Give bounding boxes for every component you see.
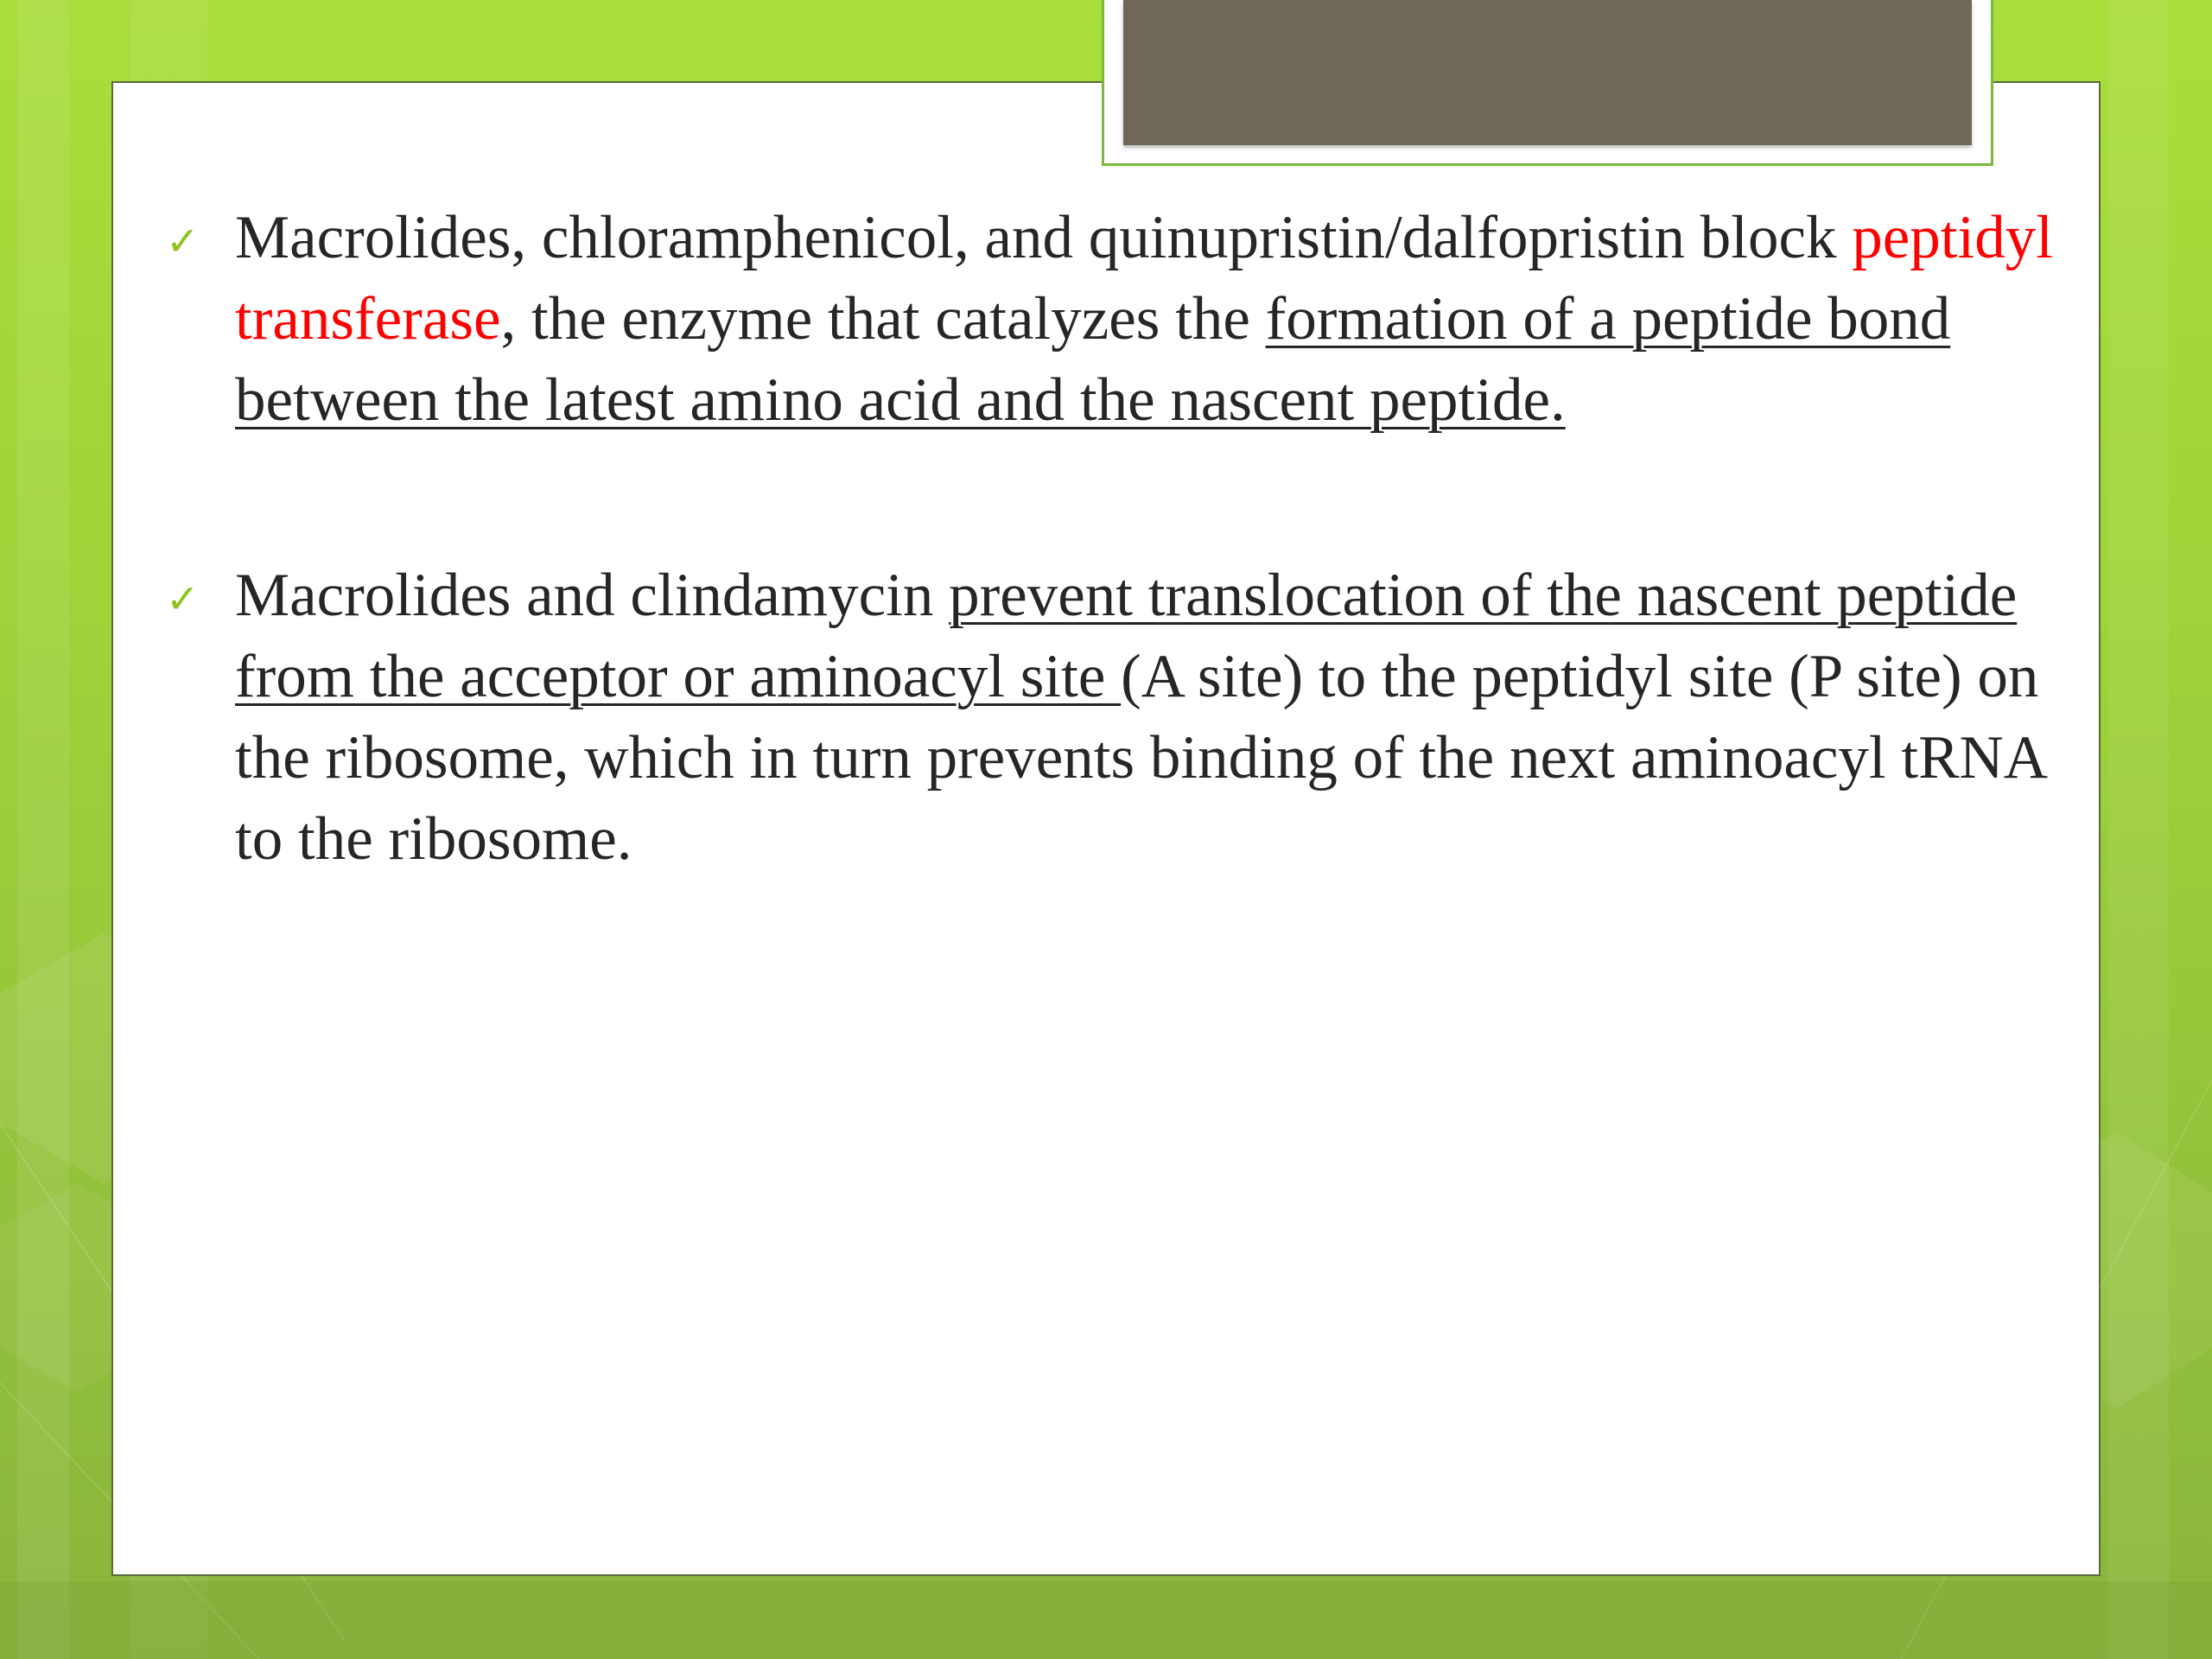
bullet-1-underlined: formation of a peptide bond between the latest amino acid and the nascent peptide. [235,285,1951,434]
bullet-1-text-a: Macrolides, chloramphenicol, and quinupristin/dalfopristin block [235,204,1853,271]
checkmark-icon: ✓ [166,218,200,264]
bullet-list [164,197,2065,880]
bullet-1-highlight: peptidyl transferase [235,204,2053,353]
bullet-2-underlined: prevent translocation of the nascent peptide from the acceptor or aminoacyl site [235,562,2018,710]
bullet-item-1 [164,197,2065,441]
checkmark-icon: ✓ [166,575,200,622]
bullet-item-2 [164,555,2065,880]
bullet-2-text-c: (A site) to the peptidyl site (P site) on the ribosome, which in turn prevents binding of the next aminoacyl tRNA to the ribosome. [235,643,2045,873]
bullet-2-text-a: Macrolides and clindamycin [235,562,950,629]
bullet-1-text-c: , the enzyme that catalyzes the [500,285,1266,353]
title-placeholder [1123,0,1972,145]
